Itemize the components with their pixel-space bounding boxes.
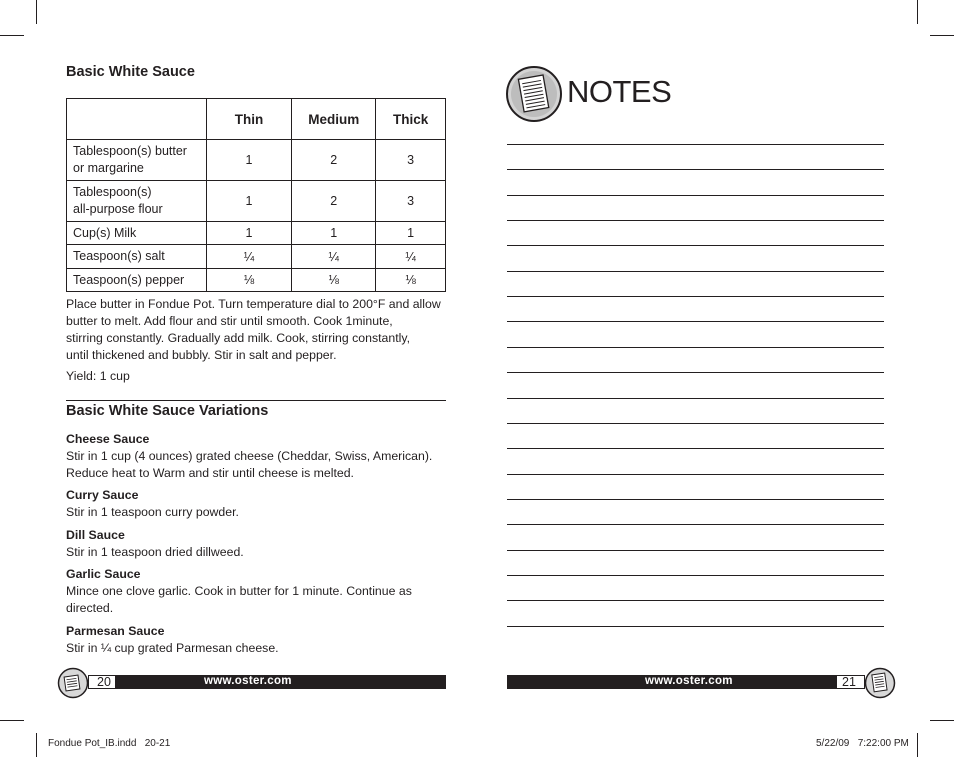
note-line bbox=[507, 347, 884, 348]
crop-mark bbox=[0, 720, 24, 721]
table-cell: 1 bbox=[376, 222, 446, 245]
table-cell: ¼ bbox=[292, 245, 376, 269]
note-line bbox=[507, 195, 884, 196]
table-cell: ⅛ bbox=[376, 269, 446, 292]
note-line bbox=[507, 169, 884, 170]
table-row bbox=[67, 245, 446, 269]
slug-timestamp: 5/22/09 7:22:00 PM bbox=[816, 738, 909, 749]
table-cell: 1 bbox=[206, 222, 292, 245]
variation-cheese: Cheese Sauce Stir in 1 cup (4 ounces) grated cheese (Cheddar, Swiss, American). Reduce heat to Warm and stir until cheese is melted. bbox=[66, 432, 433, 480]
footer-url: www.oster.com bbox=[645, 675, 733, 687]
table-cell: ⅛ bbox=[206, 269, 292, 292]
table-header-cell: Thin bbox=[206, 99, 292, 140]
note-line bbox=[507, 474, 884, 475]
crop-mark bbox=[917, 733, 918, 757]
variation-parmesan: Parmesan Sauce Stir in ¼ cup grated Parmesan cheese. bbox=[66, 624, 279, 655]
note-line bbox=[507, 575, 884, 576]
table-row-label: Tablespoon(s) all-purpose flour bbox=[67, 181, 207, 222]
crop-mark bbox=[930, 720, 954, 721]
table-row-label: Tablespoon(s) butter or margarine bbox=[67, 140, 207, 181]
variation-name: Garlic Sauce bbox=[66, 567, 141, 581]
table-cell: ¼ bbox=[376, 245, 446, 269]
crop-mark bbox=[930, 35, 954, 36]
table-row bbox=[67, 222, 446, 245]
section-divider bbox=[66, 400, 446, 401]
table-header-row bbox=[67, 99, 446, 140]
table-cell: 1 bbox=[292, 222, 376, 245]
table-row bbox=[67, 140, 446, 181]
table-row-label: Teaspoon(s) salt bbox=[67, 245, 207, 269]
crop-mark bbox=[36, 733, 37, 757]
notes-title: NOTES bbox=[567, 74, 672, 109]
note-line bbox=[507, 271, 884, 272]
table-row-label: Teaspoon(s) pepper bbox=[67, 269, 207, 292]
note-line bbox=[507, 245, 884, 246]
table-row bbox=[67, 269, 446, 292]
table-cell: 1 bbox=[206, 140, 292, 181]
notepad-icon bbox=[505, 65, 563, 123]
variation-name: Cheese Sauce bbox=[66, 432, 150, 446]
crop-mark bbox=[36, 0, 37, 24]
note-line bbox=[507, 220, 884, 221]
variation-name: Dill Sauce bbox=[66, 528, 125, 542]
table-header-cell: Thick bbox=[376, 99, 446, 140]
table-cell: 3 bbox=[376, 140, 446, 181]
variation-dill: Dill Sauce Stir in 1 teaspoon dried dillweed. bbox=[66, 528, 244, 559]
recipe-title: Basic White Sauce bbox=[66, 64, 195, 80]
table-cell: 1 bbox=[206, 181, 292, 222]
variation-curry: Curry Sauce Stir in 1 teaspoon curry powder. bbox=[66, 488, 239, 519]
table-cell: 2 bbox=[292, 181, 376, 222]
table-cell: 2 bbox=[292, 140, 376, 181]
notepad-icon bbox=[864, 667, 896, 699]
note-line bbox=[507, 321, 884, 322]
slug-filename: Fondue Pot_IB.indd 20-21 bbox=[48, 738, 171, 749]
variation-name: Curry Sauce bbox=[66, 488, 139, 502]
note-line bbox=[507, 626, 884, 627]
page-number: 20 bbox=[97, 675, 111, 689]
note-line bbox=[507, 524, 884, 525]
variations-title: Basic White Sauce Variations bbox=[66, 403, 269, 419]
note-line bbox=[507, 423, 884, 424]
ingredient-table bbox=[66, 98, 446, 292]
notepad-icon bbox=[57, 667, 89, 699]
note-line bbox=[507, 144, 884, 145]
note-line bbox=[507, 372, 884, 373]
table-row bbox=[67, 181, 446, 222]
table-row-label: Cup(s) Milk bbox=[67, 222, 207, 245]
note-line bbox=[507, 499, 884, 500]
instructions: Place butter in Fondue Pot. Turn temperature dial to 200°F and allow butter to melt. Add flour and stir until smooth. Cook 1minute, stirring constantly. Gradually add milk. Cook, stirring constantly, until thickened and bubbly. Stir in salt and pepper. bbox=[66, 297, 441, 362]
note-line bbox=[507, 550, 884, 551]
table-header-cell: Medium bbox=[292, 99, 376, 140]
table-cell: 3 bbox=[376, 181, 446, 222]
footer-url: www.oster.com bbox=[204, 675, 292, 687]
yield-text: Yield: 1 cup bbox=[66, 369, 130, 383]
variation-garlic: Garlic Sauce Mince one clove garlic. Cook in butter for 1 minute. Continue as directed. bbox=[66, 567, 412, 615]
crop-mark bbox=[917, 0, 918, 24]
note-line bbox=[507, 448, 884, 449]
note-line bbox=[507, 398, 884, 399]
variation-name: Parmesan Sauce bbox=[66, 624, 165, 638]
page-number: 21 bbox=[842, 675, 856, 689]
crop-mark bbox=[0, 35, 24, 36]
table-header-cell bbox=[67, 99, 207, 140]
note-line bbox=[507, 600, 884, 601]
table-cell: ⅛ bbox=[292, 269, 376, 292]
table-cell: ¼ bbox=[206, 245, 292, 269]
note-line bbox=[507, 296, 884, 297]
